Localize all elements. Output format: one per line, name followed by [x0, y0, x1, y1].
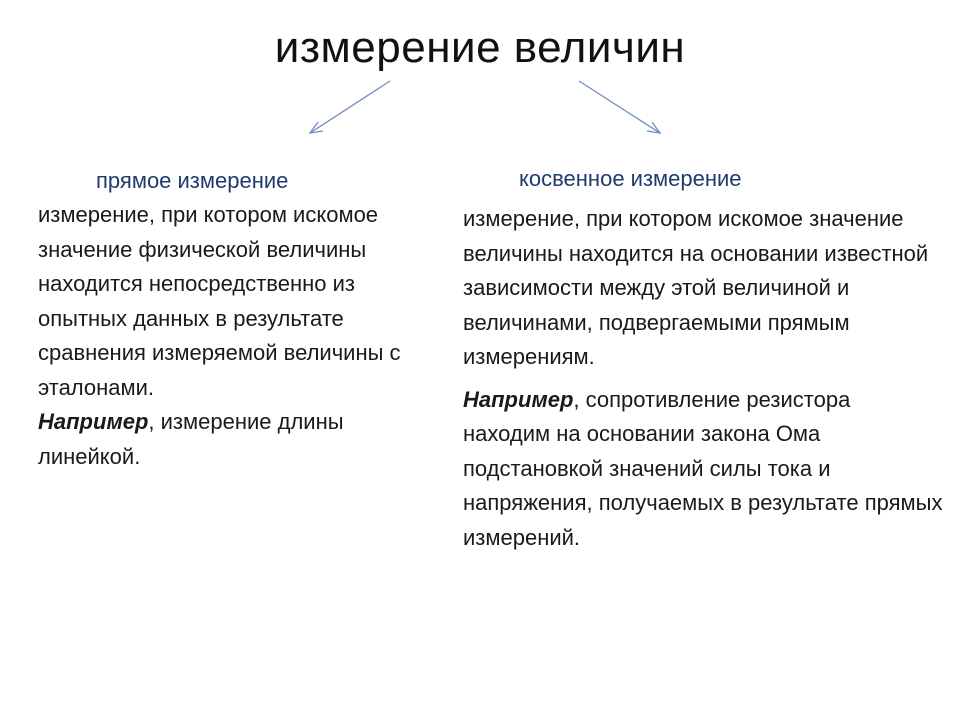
slide-title: измерение величин	[274, 23, 686, 72]
direct-measurement-definition: измерение, при котором искомое значение физической величины находится непосредственно из опытных данных в результате сравнения измеряемой величины с эталонами.	[38, 202, 401, 400]
example-text: , измерение длины линейкой.	[38, 409, 344, 469]
indirect-measurement-column	[463, 162, 943, 555]
indirect-measurement-heading: косвенное измерение	[519, 166, 742, 191]
arrow-to-indirect-measurement	[579, 81, 660, 133]
indirect-measurement-example	[463, 383, 943, 556]
direct-measurement-example	[38, 405, 438, 474]
example-lead: Например	[463, 386, 574, 412]
arrow-to-direct-measurement	[310, 81, 390, 133]
direct-measurement-heading: прямое измерение	[96, 168, 289, 193]
direct-measurement-column	[38, 164, 438, 474]
indirect-measurement-definition: измерение, при котором искомое значение величины находится на основании известной зависимости между этой величиной и величинами, подвергаемыми прямым измерениям.	[463, 206, 929, 369]
example-text: , сопротивление резистора находим на основании закона Ома подстановкой значений силы тока и напряжения, получаемых в результате прямых измерений.	[463, 386, 943, 550]
example-lead: Например	[38, 409, 149, 434]
